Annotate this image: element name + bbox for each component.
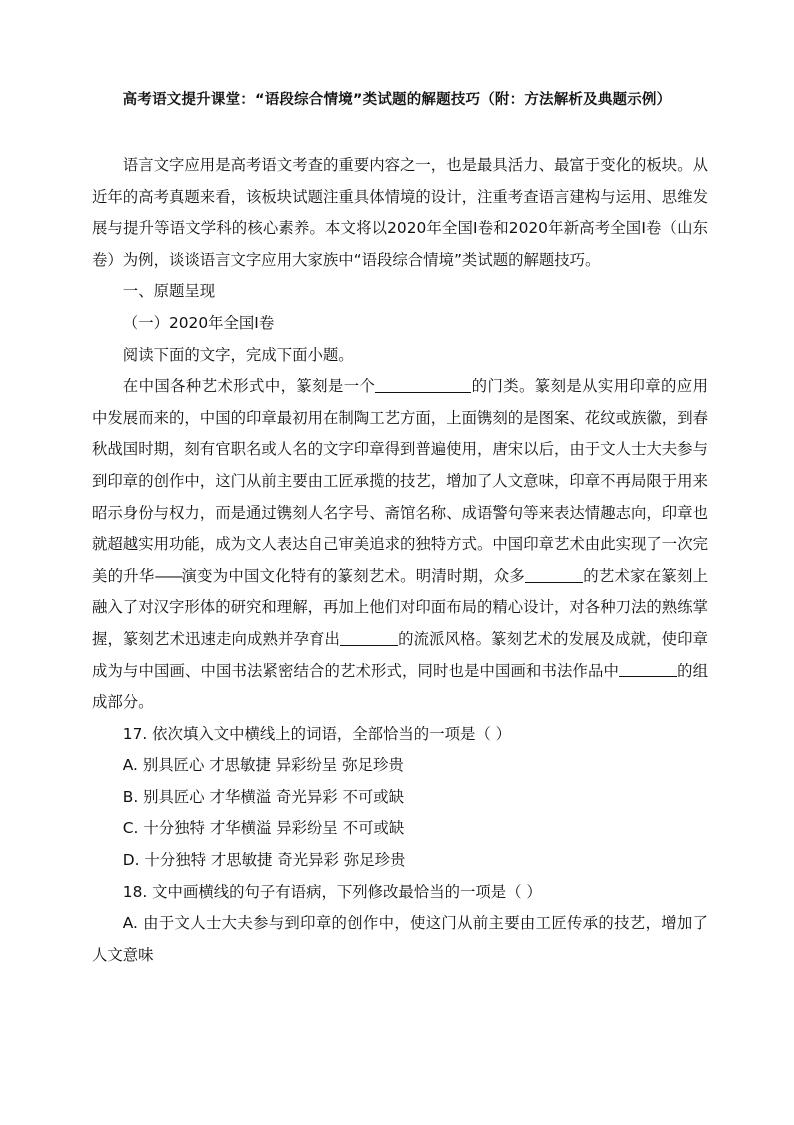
intro-paragraph: 语言文字应用是高考语文考查的重要内容之一，也是最具活力、最富于变化的板块。从近年的高考真题来看，该板块试题注重具体情境的设计，注重考查语言建构与运用、思维发展与提升等语文学科的核心素养。本文将以2020年全国Ⅰ卷和2020年新高考全国Ⅰ卷（山东卷）为例，谈谈语言文字应用大家族中“语段综合情境”类试题的解题技巧。 [92, 156, 708, 269]
passage-text: 的组成部分。 [92, 661, 708, 712]
section-heading: 一、原题呈现 [122, 282, 216, 301]
question-18-option-a: A. 由于文人士大夫参与到印章的创作中，使这门从前主要由工匠传承的技艺，增加了人文意味 [92, 914, 708, 964]
em-dash: —— [154, 566, 182, 585]
passage-text: ，印章不再局限于用来昭示身份与权力，而是通过镌刻人名字号、斋馆名称、成语警句等来表达情趣志向，印章也就超越实用功能，成为文人表达自己审美追求的独特方式。中国印章艺术由此实现了一次完美的升华 [92, 471, 708, 585]
subsection-heading: （一）2020年全国Ⅰ卷 [122, 313, 275, 332]
passage-text: 的门类。篆刻是从实用印章的应用中发展而来的，中国的印章最初用在制陶工艺方面，上面镌刻的是图案、花纹或族徽，到春秋战国时期，刻有官职名或人名的文字印章得到普遍使用，唐宋以后， [92, 377, 708, 459]
underlined-sentence: 由于文人士大夫参与到印章的创作中，这门从前主要由工匠承揽的技艺，增加了人文意味 [92, 440, 708, 490]
passage-text: 的艺术家在篆刻上融入了对汉字形体的研究和理解，再加上他们对印面布局的精心设计，对各种刀法的熟练掌握，篆刻艺术迅速走向成熟并孕育出 [92, 566, 708, 648]
instruction-text: 阅读下面的文字，完成下面小题。 [122, 345, 354, 364]
document-title: 高考语文提升课堂：“语段综合情境”类试题的解题技巧（附：方法解析及典题示例） [122, 92, 672, 108]
fill-blank-1 [375, 377, 471, 393]
passage-text: 演变为中国文化特有的篆刻艺术。明清时期，众多 [181, 566, 526, 585]
fill-blank-2 [525, 567, 583, 583]
question-17-option-b: B. 别具匠心 才华横溢 奇光异彩 不可或缺 [122, 787, 405, 806]
fill-blank-3 [340, 630, 398, 646]
question-17-option-c: C. 十分独特 才华横溢 异彩纷呈 不可或缺 [122, 819, 405, 838]
question-17-option-d: D. 十分独特 才思敏捷 奇光异彩 弥足珍贵 [122, 851, 406, 870]
question-17-option-a: A. 别具匠心 才思敏捷 异彩纷呈 弥足珍贵 [122, 756, 404, 775]
document-body [92, 150, 708, 971]
question-18-stem: 18. 文中画横线的句子有语病，下列修改最恰当的一项是（ ） [122, 882, 542, 901]
passage-paragraph [92, 371, 708, 719]
passage-text: 的流派风格。篆刻艺术的发展及成就，使印章成为与中国画、中国书法紧密结合的艺术形式，同时也是中国画和书法作品中 [92, 629, 708, 680]
passage-text: 在中国各种艺术形式中，篆刻是一个 [122, 377, 376, 396]
fill-blank-4 [619, 662, 677, 678]
question-17-stem: 17. 依次填入文中横线上的词语，全部恰当的一项是（ ） [122, 724, 512, 743]
